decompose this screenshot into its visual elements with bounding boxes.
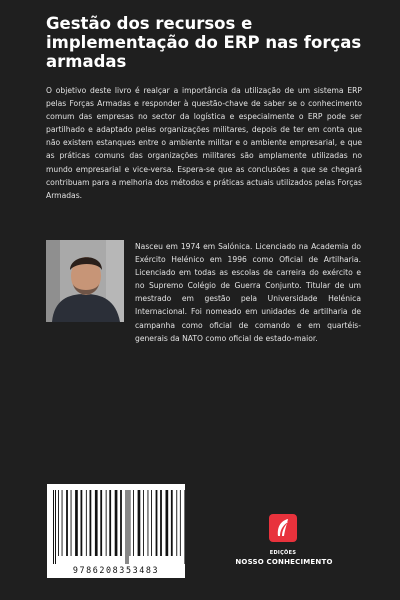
author-photo <box>46 240 124 322</box>
publisher-name: NOSSO CONHECIMENTO <box>235 558 333 566</box>
author-portrait-icon <box>46 240 124 322</box>
book-title: Gestão dos recursos e implementação do ERP nas forças armadas <box>46 14 362 71</box>
publisher-logo <box>269 514 297 542</box>
author-biography: Nasceu em 1974 em Salónica. Licenciado na Academia do Exército Helénico em 1996 como Oficial de Artilharia. Licenciado em todas as escolas de carreira do exército e no Supremo Colégio de Guerra Conjunto. Titular de um mestrado em gestão pela Universidade Helénica Internacional. Foi nomeado em unidades de artilharia de campanha como oficial de comando e em quartéis-generais da NATO como oficial de estado-maior. <box>135 242 361 343</box>
publisher-label: EDIÇÕES <box>269 550 297 556</box>
barcode-icon <box>47 484 185 578</box>
isbn-barcode <box>47 484 185 578</box>
book-description: O objetivo deste livro é realçar a importância da utilização de um sistema ERP pelas Forças Armadas e responder à questão-chave de saber se o conhecimento comum das empresas no sector da logística e especialmente o ERP pode ser partilhado e adaptado pelas organizações militares, depois de ter em conta que não existem estanques entre o ambiente militar e o ambiente empresarial, e que as práticas comuns das organizações militares são amplamente utilizadas no mundo empresarial e vice-versa. Espera-se que as conclusões a que se chegará contribuam para a melhoria dos métodos e práticas actuais utilizados pelas Forças Armadas. <box>46 86 362 200</box>
quill-icon <box>269 514 297 542</box>
publisher-block <box>235 514 343 574</box>
isbn-number: 9786208353483 <box>72 565 160 575</box>
